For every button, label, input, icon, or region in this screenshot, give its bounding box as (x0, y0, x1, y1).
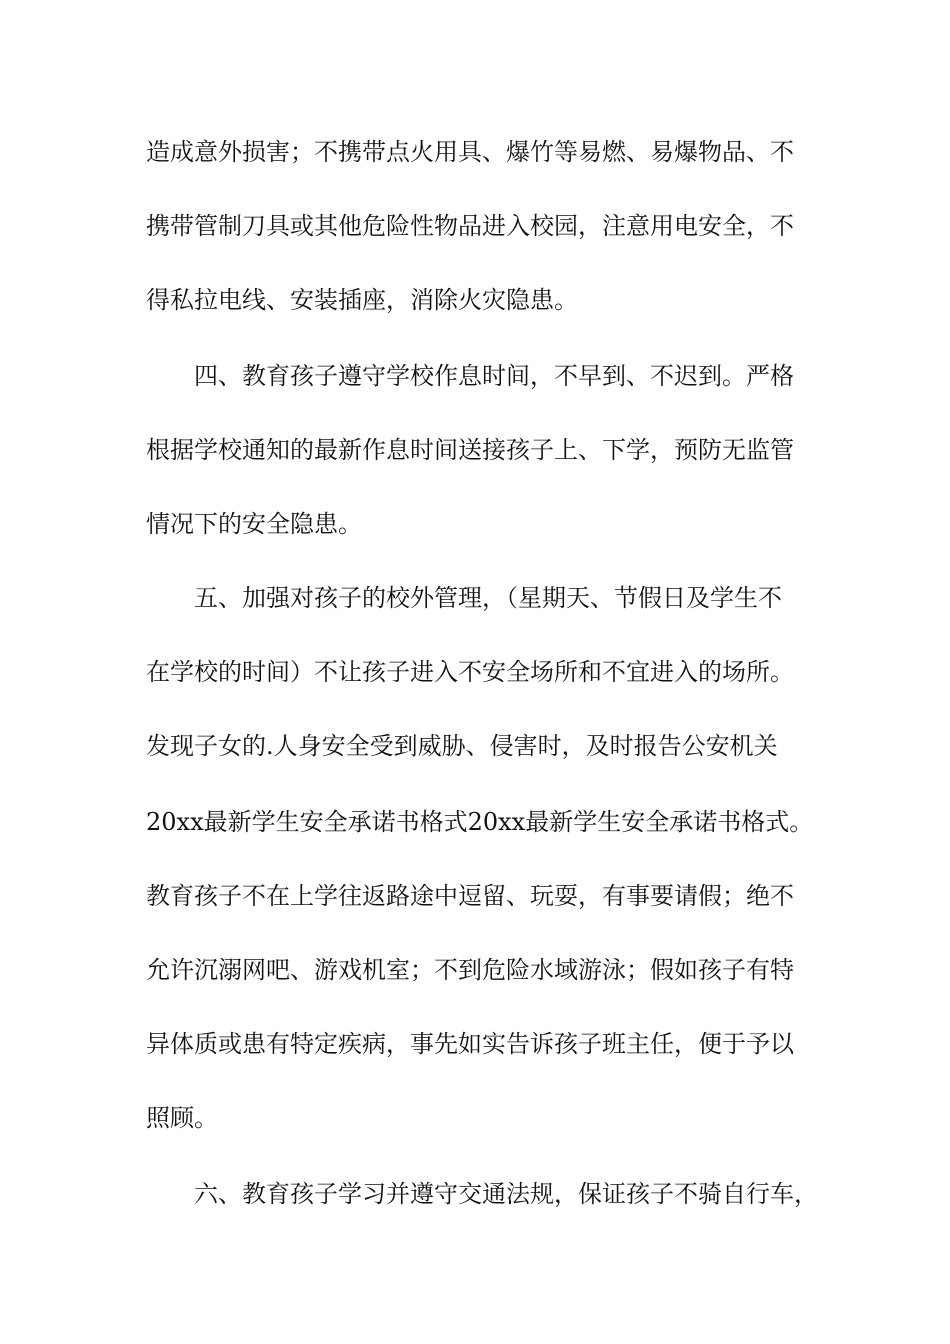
text-line-8: 在学校的时间）不让孩子进入不安全场所和不宜进入的场所。 (146, 658, 794, 686)
text-line-12: 允许沉溺网吧、游戏机室；不到危险水域游泳；假如孩子有特 (146, 956, 794, 984)
text-line-10: 20xx最新学生安全承诺书格式20xx最新学生安全承诺书格式。 (146, 808, 814, 836)
text-line-14: 照顾。 (146, 1104, 218, 1132)
text-line-13: 异体质或患有特定疾病，事先如实告诉孩子班主任，便于予以 (146, 1030, 794, 1058)
text-line-15: 六、教育孩子学习并遵守交通法规，保证孩子不骑自行车， (146, 1180, 818, 1208)
text-line-9: 发现子女的.人身安全受到威胁、侵害时，及时报告公安机关 (146, 732, 778, 760)
text-line-6: 情况下的安全隐患。 (146, 510, 362, 538)
text-line-7: 五、加强对孩子的校外管理，（星期天、节假日及学生不 (146, 584, 782, 612)
text-line-11: 教育孩子不在上学往返路途中逗留、玩耍，有事要请假；绝不 (146, 882, 794, 910)
text-line-1: 造成意外损害；不携带点火用具、爆竹等易燃、易爆物品、不 (146, 138, 794, 166)
text-line-5: 根据学校通知的最新作息时间送接孩子上、下学，预防无监管 (146, 436, 794, 464)
text-line-3: 得私拉电线、安装插座，消除火灾隐患。 (146, 286, 578, 314)
text-line-4: 四、教育孩子遵守学校作息时间，不早到、不迟到。严格 (146, 362, 794, 390)
text-line-2: 携带管制刀具或其他危险性物品进入校园，注意用电安全，不 (146, 212, 794, 240)
